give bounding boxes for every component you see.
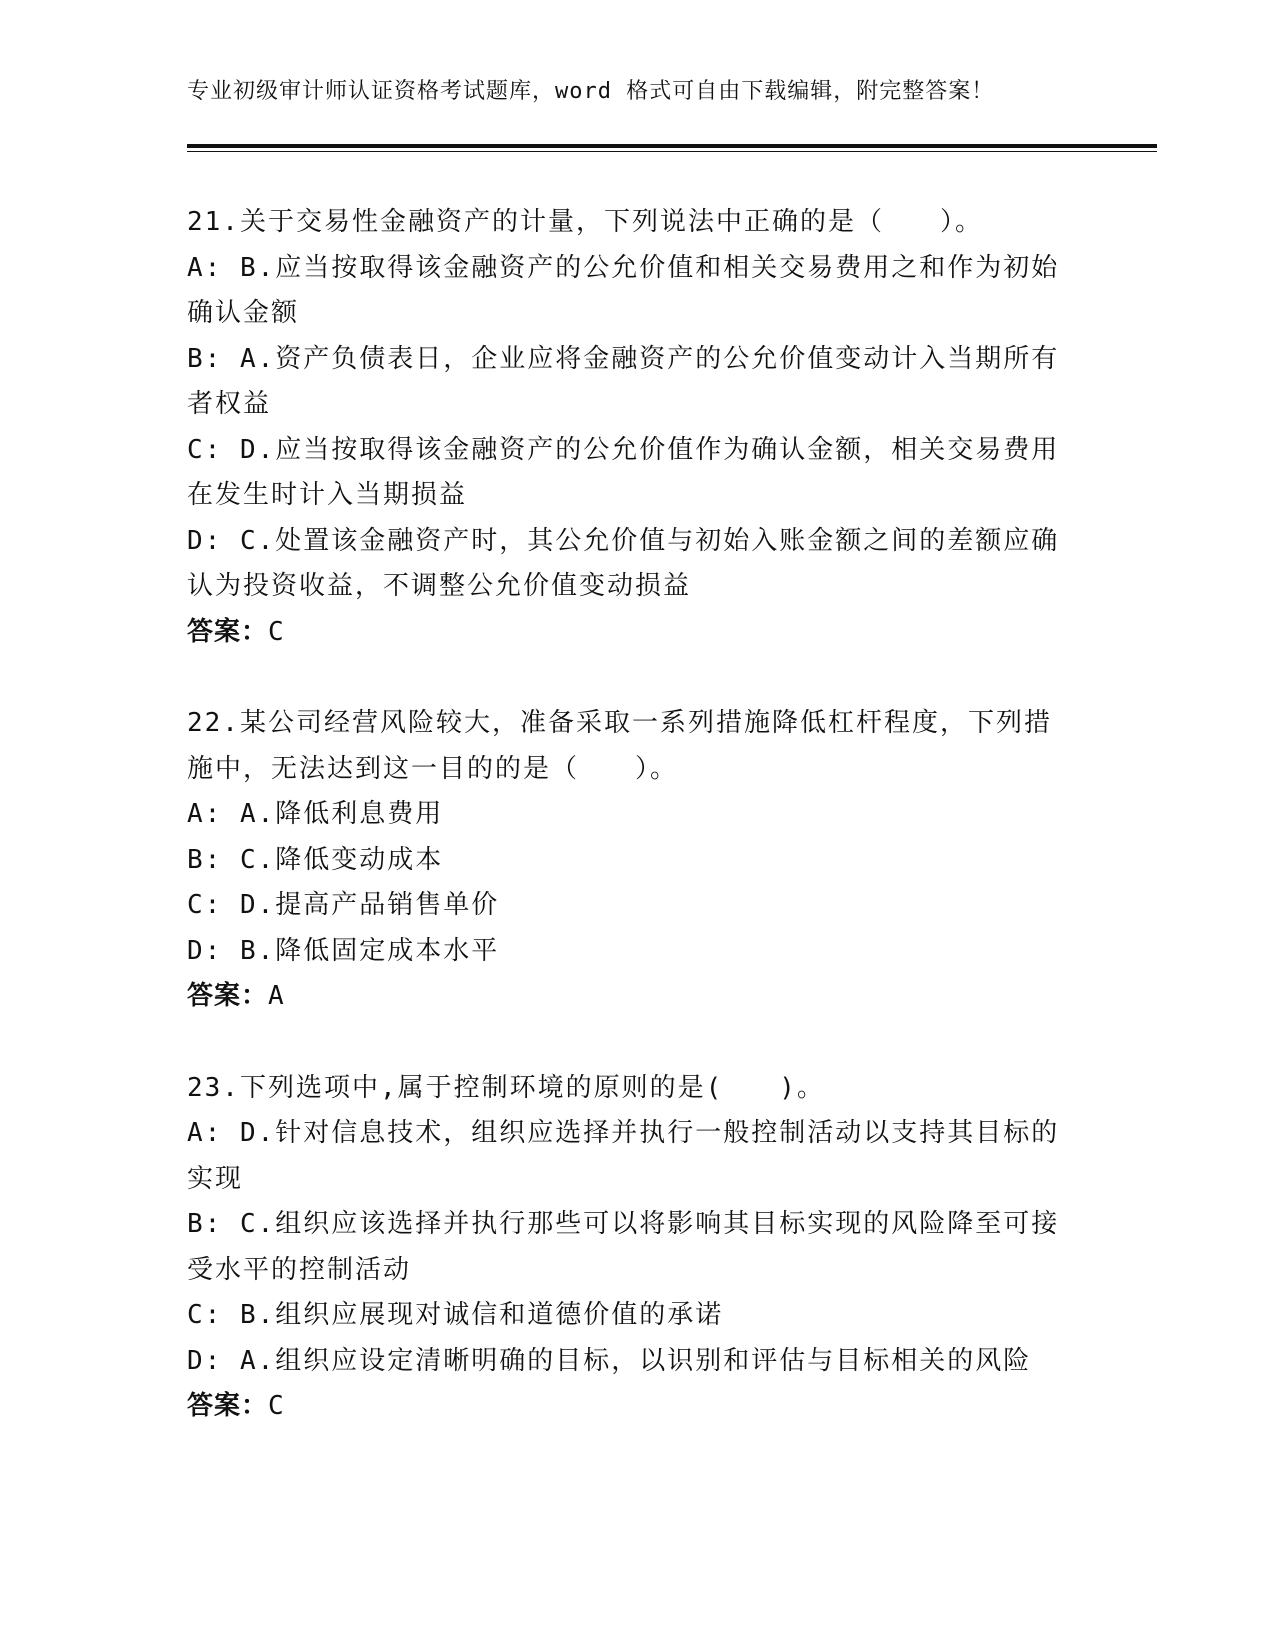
question-21 — [187, 200, 1077, 655]
question-22 — [187, 701, 1077, 1020]
answer-label: 答案： — [187, 616, 269, 647]
answer-value: A — [268, 981, 285, 1011]
question-stem: 23.下列选项中,属于控制环境的原则的是( )。 — [187, 1072, 825, 1103]
question-stem: 22.某公司经营风险较大，准备采取一系列措施降低杠杆程度，下列措施中，无法达到这一目的的是（ ）。 — [187, 708, 1052, 784]
option-b: B: C.降低变动成本 — [187, 844, 444, 875]
option-d: D: C.处置该金融资产时，其公允价值与初始入账金额之间的差额应确认为投资收益，不调整公允价值变动损益 — [187, 525, 1060, 601]
answer-label: 答案： — [187, 1391, 269, 1421]
header-rule-thin — [187, 151, 1157, 152]
option-c: C: B.组织应展现对诚信和道德价值的承诺 — [187, 1300, 724, 1330]
answer-value: C — [268, 616, 285, 647]
question-23 — [187, 1066, 1077, 1430]
page-header: 专业初级审计师认证资格考试题库，word 格式可自由下载编辑，附完整答案！ — [187, 79, 995, 104]
answer-label: 答案： — [187, 981, 269, 1011]
answer-line — [187, 974, 1077, 1020]
option-d: D: A.组织应设定清晰明确的目标，以识别和评估与目标相关的风险 — [187, 1345, 1032, 1376]
question-stem: 21.关于交易性金融资产的计量，下列说法中正确的是（ ）。 — [187, 207, 983, 237]
option-b: B: A.资产负债表日，企业应将金融资产的公允价值变动计入当期所有者权益 — [187, 343, 1060, 419]
option-a: A: D.针对信息技术，组织应选择并执行一般控制活动以支持其目标的实现 — [187, 1118, 1060, 1194]
option-b: B: C.组织应该选择并执行那些可以将影响其目标实现的风险降至可接受水平的控制活动 — [187, 1209, 1060, 1285]
option-a: A: A.降低利息费用 — [187, 799, 444, 829]
answer-line — [187, 1384, 1077, 1430]
option-d: D: B.降低固定成本水平 — [187, 935, 500, 966]
option-c: C: D.提高产品销售单价 — [187, 890, 500, 920]
option-c: C: D.应当按取得该金融资产的公允价值作为确认金额，相关交易费用在发生时计入当期损益 — [187, 434, 1060, 510]
header-rule-thick — [187, 144, 1157, 148]
answer-value: C — [268, 1391, 285, 1421]
answer-line — [187, 610, 1077, 656]
question-list — [187, 200, 1077, 1476]
option-a: A: B.应当按取得该金融资产的公允价值和相关交易费用之和作为初始确认金额 — [187, 252, 1060, 328]
